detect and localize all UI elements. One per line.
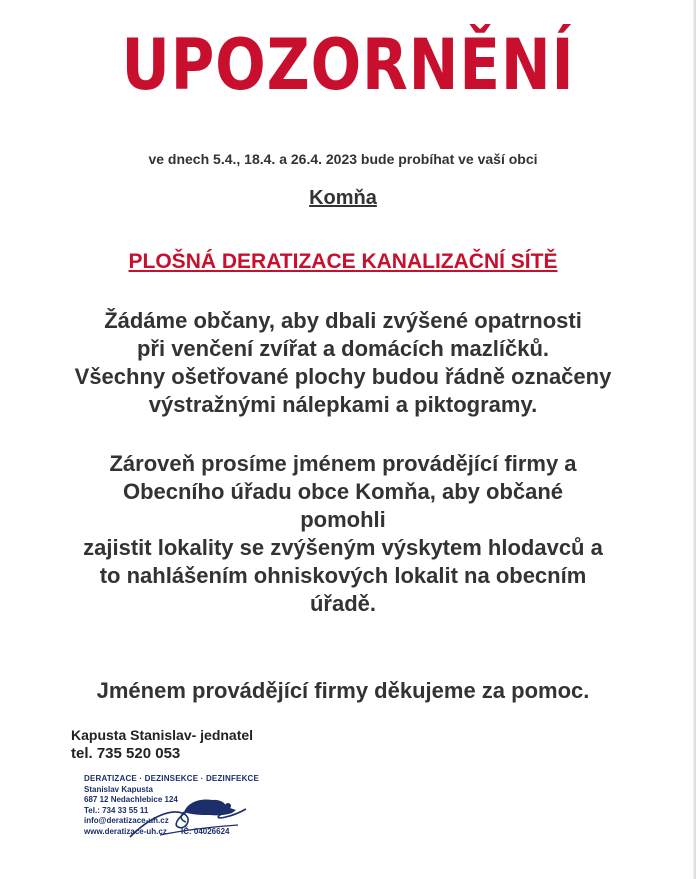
page-title: UPOZORNĚNÍ <box>121 24 575 106</box>
paragraph-line: pomohli <box>300 507 386 532</box>
town-name: Komňa <box>309 187 377 209</box>
stamp-email: info@deratizace-uh.cz <box>84 816 169 825</box>
paragraph-line: Obecního úřadu obce Komňa, aby občané <box>122 479 564 504</box>
paragraph-line: výstražnými nálepkami a piktogramy. <box>148 392 538 417</box>
paragraph-line: Žádáme občany, aby dbali zvýšené opatrnosti <box>104 308 582 333</box>
paragraph-line: zajistit lokality se zvýšeným výskytem hlodavců a <box>83 535 603 560</box>
contact-phone: tel. 735 520 053 <box>71 745 181 762</box>
stamp-ic: IČ: 04026624 <box>181 827 230 836</box>
dates-line: ve dnech 5.4., 18.4. a 26.4. 2023 bude probíhat ve vaší obci <box>148 151 538 167</box>
contact-block <box>71 726 253 764</box>
paragraph-line: úřadě. <box>309 591 377 616</box>
paragraph-line: Zároveň prosíme jménem provádějící firmy a <box>109 451 577 476</box>
stamp-tel: Tel.: 734 33 55 11 <box>84 805 149 815</box>
stamp-web: www.deratizace-uh.cz <box>84 826 167 836</box>
paragraph-line: při venčení zvířat a domácích mazlíčků. <box>136 336 550 361</box>
stamp-owner: Stanislav Kapusta <box>84 784 153 794</box>
contact-name: Kapusta Stanislav- jednatel <box>71 727 254 743</box>
stamp-services: DERATIZACE · DEZINSEKCE · DEZINFEKCE <box>84 774 260 783</box>
stamp-address: 687 12 Nedachlebice 124 <box>84 795 178 804</box>
request-paragraph <box>40 450 646 618</box>
signature-icon <box>120 787 260 847</box>
paragraph-line: Všechny ošetřované plochy budou řádně označeny <box>74 364 612 389</box>
thanks-line: Jménem provádějící firmy děkujeme za pomoc. <box>96 678 590 703</box>
paragraph-line: to nahlášením ohniskových lokalit na obecním <box>99 563 587 588</box>
subject-heading: PLOŠNÁ DERATIZACE KANALIZAČNÍ SÍTĚ <box>128 250 558 273</box>
caution-paragraph <box>40 307 646 419</box>
